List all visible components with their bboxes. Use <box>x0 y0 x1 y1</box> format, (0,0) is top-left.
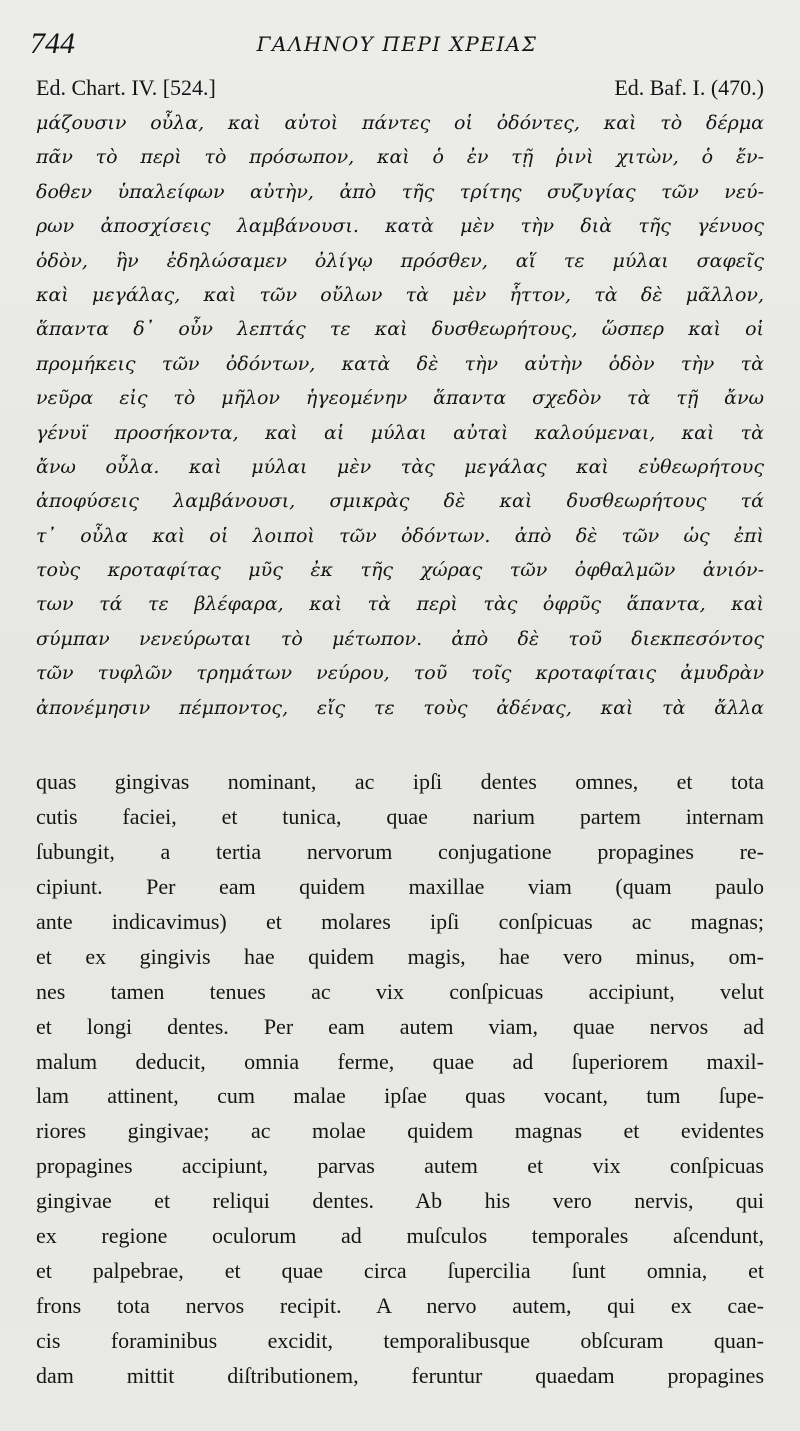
greek-text-line: τ᾽ οὖλα καὶ οἱ λοιποὶ τῶν ὀδόντων. ἀπὸ δὲ τῶν ὡς ἐπὶ <box>36 524 764 547</box>
latin-text-line: dam mittit diſtributionem, feruntur quaedam propagines <box>36 1362 764 1388</box>
greek-text-line: μάζουσιν οὖλα, καὶ αὐτοὶ πάντες οἱ ὀδόντες, καὶ τὸ δέρμα <box>36 112 764 134</box>
page-number: 744 <box>30 27 75 60</box>
greek-text-line: ἀπονέμησιν πέμποντος, εἴς τε τοὺς ἀδένας, καὶ τὰ ἄλλα <box>36 696 764 719</box>
latin-text-line: malum deducit, omnia ferme, quae ad ſuperiorem maxil- <box>36 1048 764 1074</box>
latin-text-line: riores gingivae; ac molae quidem magnas et evidentes <box>36 1118 764 1144</box>
latin-text-line: quas gingivas nominant, ac ipſi dentes omnes, et tota <box>36 769 764 794</box>
greek-text-line: σύμπαν νενεύρωται τὸ μέτωπον. ἀπὸ δὲ τοῦ διεκπεσόντος <box>36 627 764 650</box>
latin-text-block <box>36 765 764 1394</box>
greek-text-line: των τά τε βλέφαρα, καὶ τὰ περὶ τὰς ὀφρῦς ἅπαντα, καὶ <box>36 593 764 616</box>
greek-text-line: ρων ἀποσχίσεις λαμβάνουσι. κατὰ μὲν τὴν διὰ τῆς γένυος <box>36 215 764 238</box>
greek-text-line: τῶν τυφλῶν τρημάτων νεύρου, τοῦ τοῖς κροταφίταις ἀμυδρὰν <box>36 662 764 685</box>
greek-text-line: ἄνω οὖλα. καὶ μύλαι μὲν τὰς μεγάλας καὶ εὐθεωρήτους <box>36 455 764 478</box>
greek-text-line: προμήκεις τῶν ὀδόντων, κατὰ δὲ τὴν αὐτὴν ὁδὸν τὴν τὰ <box>36 352 764 375</box>
latin-text-line: frons tota nervos recipit. A nervo autem, qui ex cae- <box>36 1293 764 1319</box>
latin-text-line: ſubungit, a tertia nervorum conjugatione propagines re- <box>36 838 764 864</box>
latin-text-line: et ex gingivis hae quidem magis, hae vero minus, om- <box>36 943 764 969</box>
greek-text-line: γένυϊ προσήκοντα, καὶ αἱ μύλαι αὐταὶ καλούμεναι, καὶ τὰ <box>36 421 764 444</box>
greek-text-line: ἅπαντα δ᾽ οὖν λεπτάς τε καὶ δυσθεωρήτους, ὥσπερ καὶ οἱ <box>36 318 764 341</box>
greek-text-line: πᾶν τὸ περὶ τὸ πρόσωπον, καὶ ὁ ἐν τῇ ῥινὶ χιτὼν, ὁ ἔν- <box>36 146 764 169</box>
latin-text-line: ante indicavimus) et molares ipſi conſpicuas ac magnas; <box>36 908 764 934</box>
edition-reference-chartier: Ed. Chart. IV. [524.] <box>36 75 216 100</box>
latin-text-line: lam attinent, cum malae ipſae quas vocant, tum ſupe- <box>36 1083 764 1109</box>
latin-text-line: nes tamen tenues ac vix conſpicuas accipiunt, velut <box>36 978 764 1004</box>
latin-text-line: ex regione oculorum ad muſculos temporales aſcendunt, <box>36 1223 764 1249</box>
edition-reference-basel: Ed. Baf. I. (470.) <box>614 75 764 100</box>
greek-text-line: ἀποφύσεις λαμβάνουσι, σμικρὰς δὲ καὶ δυσθεωρήτους τά <box>36 490 764 513</box>
page-header <box>30 26 764 62</box>
latin-text-line: propagines accipiunt, parvas autem et vix conſpicuas <box>36 1153 764 1179</box>
latin-text-line: et palpebrae, et quae circa ſupercilia ſunt omnia, et <box>36 1258 764 1284</box>
greek-text-line: ὁδὸν, ἣν ἐδηλώσαμεν ὀλίγῳ πρόσθεν, αἵ τε μύλαι σαφεῖς <box>36 249 764 272</box>
edition-reference-line <box>36 72 764 104</box>
greek-text-block <box>36 106 764 725</box>
latin-text-line: gingivae et reliqui dentes. Ab his vero nervis, qui <box>36 1188 764 1214</box>
greek-text-line: καὶ μεγάλας, καὶ τῶν οὔλων τὰ μὲν ἧττον, τὰ δὲ μᾶλλον, <box>36 283 764 306</box>
greek-text-line: νεῦρα εἰς τὸ μῆλον ἡγεομένην ἅπαντα σχεδὸν τὰ τῇ ἄνω <box>36 387 764 410</box>
latin-text-line: cutis faciei, et tunica, quae narium partem internam <box>36 803 764 829</box>
latin-text-line: cipiunt. Per eam quidem maxillae viam (quam paulo <box>36 873 764 899</box>
latin-text-line: cis foraminibus excidit, temporalibusque obſcuram quan- <box>36 1328 764 1353</box>
latin-text-line: et longi dentes. Per eam autem viam, quae nervos ad <box>36 1013 764 1039</box>
greek-text-line: δοθεν ὑπαλείφων αὐτὴν, ἀπὸ τῆς τρίτης συζυγίας τῶν νεύ- <box>36 180 764 203</box>
greek-text-line: τοὺς κροταφίτας μῦς ἐκ τῆς χώρας τῶν ὀφθαλμῶν ἀνιόν- <box>36 559 764 582</box>
running-title: ΓΑΛΗΝΟΥ ΠΕΡΙ ΧΡΕΙΑΣ <box>256 32 538 56</box>
